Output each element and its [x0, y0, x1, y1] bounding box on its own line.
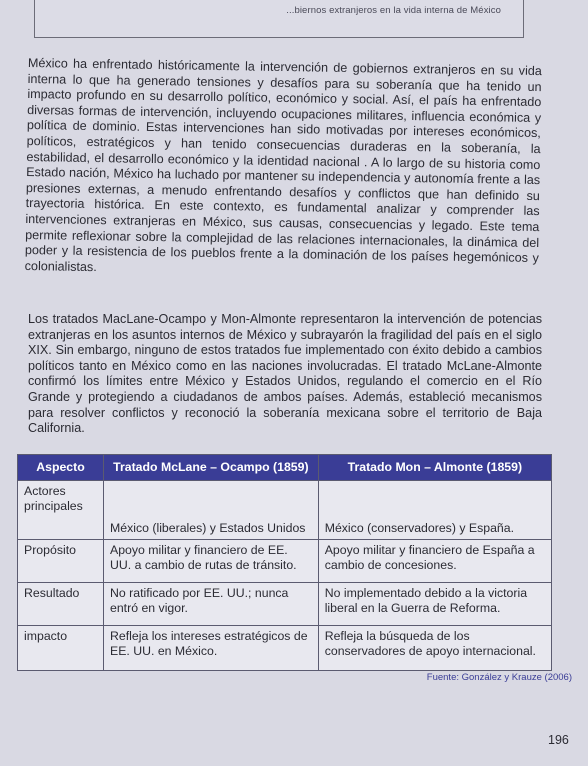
- header-mclane-ocampo: Tratado McLane – Ocampo (1859): [104, 455, 319, 481]
- page-number: 196: [548, 733, 569, 747]
- header-aspecto: Aspecto: [18, 455, 104, 481]
- treaties-comparison-table: [17, 454, 552, 671]
- mclane-cell: México (liberales) y Estados Unidos: [104, 481, 319, 540]
- table-source-note: Fuente: González y Krauze (2006): [426, 672, 572, 683]
- running-header-title: ...biernos extranjeros en la vida interna de México: [286, 5, 501, 16]
- mon-cell: No implementado debido a la victoria liberal en la Guerra de Reforma.: [318, 583, 551, 626]
- mon-cell: Apoyo militar y financiero de España a cambio de concesiones.: [318, 540, 551, 583]
- mclane-cell: Refleja los intereses estratégicos de EE. UU. en México.: [104, 626, 319, 671]
- running-header-box: [34, 0, 524, 38]
- treaties-paragraph: Los tratados MacLane-Ocampo y Mon-Almonte representaron la intervención de potencias extranjeras en los asuntos internos de México y subrayarón la fragilidad del país en el siglo XIX. Sin embargo, ninguno de estos tratados fue implementado con éxito debido a cambios políticos tanto en México como en las naciones involucradas. El tratado McLane-Almonte confirmó los límites entre México y Estados Unidos, regulando el comercio en el Río Grande y protegiendo a ciudadanos de ambos países. Además, estableció mecanismos para resolver conflictos y reconoció la soberanía mexicana sobre el territorio de Baja California.: [28, 312, 542, 436]
- row-aspect-cell: Propósito: [18, 540, 104, 583]
- row-aspect-cell: Resultado: [18, 583, 104, 626]
- table-row: [18, 540, 552, 583]
- table-header-row: [18, 455, 552, 481]
- table-row: [18, 481, 552, 540]
- table-row: [18, 583, 552, 626]
- mclane-cell: No ratificado por EE. UU.; nunca entró en vigor.: [104, 583, 319, 626]
- row-aspect-cell: impacto: [18, 626, 104, 671]
- table-row: [18, 626, 552, 671]
- mon-cell: México (conservadores) y España.: [318, 481, 551, 540]
- mclane-cell: Apoyo militar y financiero de EE. UU. a cambio de rutas de tránsito.: [104, 540, 319, 583]
- row-aspect-cell: Actores principales: [18, 481, 104, 540]
- mon-cell: Refleja la búsqueda de los conservadores de apoyo internacional.: [318, 626, 551, 671]
- header-mon-almonte: Tratado Mon – Almonte (1859): [318, 455, 551, 481]
- intro-paragraph: México ha enfrentado históricamente la intervención de gobiernos extranjeros en su vida interna lo que ha generado tensiones y desafíos para su soberanía que ha tenido un impacto profundo en su desarrollo político, económico y social. Así, el país ha enfrentado diversas formas de intervención, incluyendo ocupaciones militares, influencia económica y política de dominio. Estas intervenciones han sido motivadas por intereses económicos, políticos, estratégicos y han tenido consecuencias duraderas en la soberanía, la estabilidad, el desarrollo económico y la identidad nacional . A lo largo de su historia como Estado nación, México ha luchado por mantener su independencia y autonomía frente a las presiones externas, a menudo enfrentando desafíos y conflictos que han definido su trayectoria histórica. En este contexto, es fundamental analizar y comprender las intervenciones extranjeras en México, sus causas, consecuencias y legado. Este tema permite reflexionar sobre la complejidad de las relaciones internacionales, la dinámica del poder y la resistencia de los pueblos frente a la dominación de los países hegemónicos y colonialistas.: [24, 56, 542, 274]
